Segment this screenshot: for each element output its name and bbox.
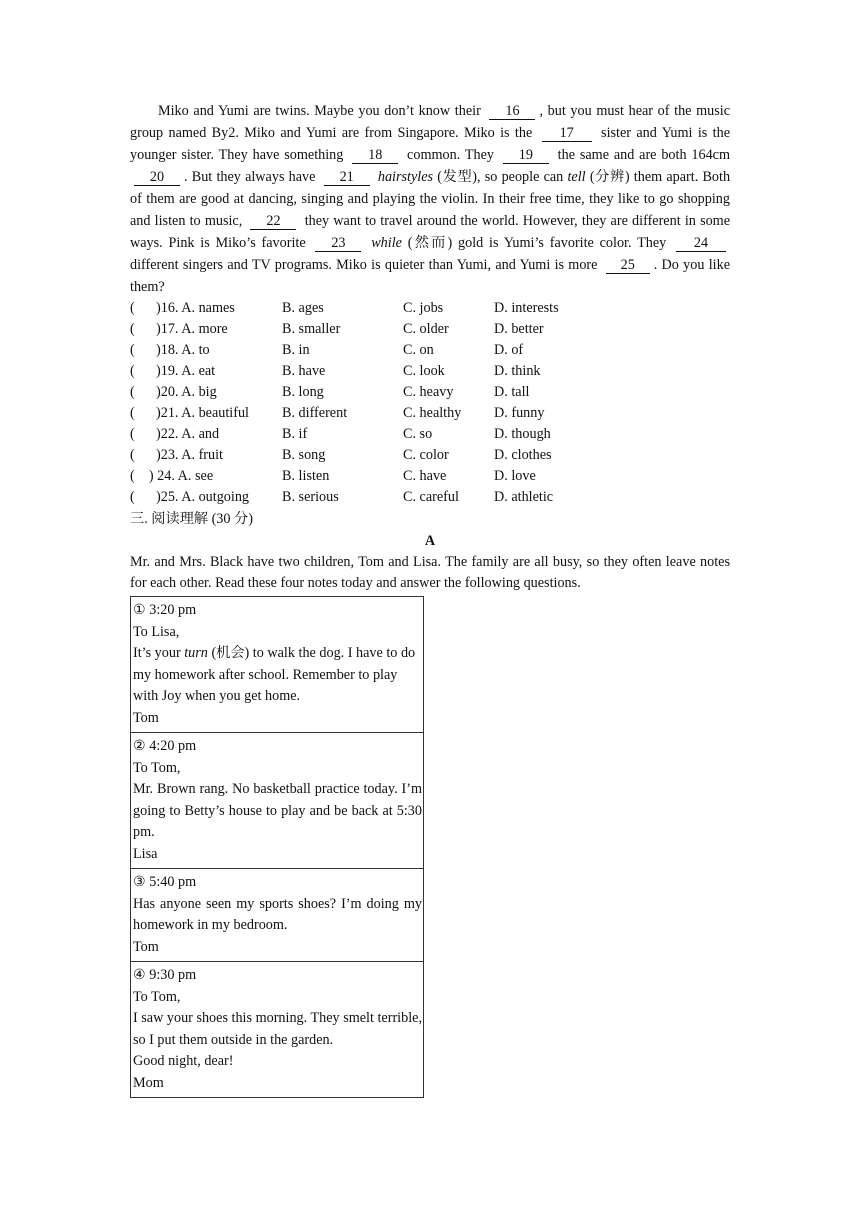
note-1 xyxy=(131,597,424,733)
passage-text: (然而) gold is Yumi’s favorite color. They xyxy=(407,235,667,251)
note-cell xyxy=(131,962,424,1098)
blank-23[interactable]: 23 xyxy=(315,235,361,252)
question-row xyxy=(130,487,730,508)
question-option-a[interactable]: ( )23. A. fruit xyxy=(130,447,223,463)
passage-text: common. They xyxy=(407,147,494,163)
blank-16[interactable]: 16 xyxy=(489,103,535,120)
note-body: Has anyone seen my sports shoes? I’m doing my homework in my bedroom. xyxy=(133,895,422,933)
question-option-b[interactable]: B. ages xyxy=(282,300,324,316)
question-option-a[interactable]: ( )25. A. outgoing xyxy=(130,489,250,505)
note-cell xyxy=(131,597,424,733)
italic-word: tell xyxy=(567,169,586,185)
question-row xyxy=(130,382,730,403)
blank-21[interactable]: 21 xyxy=(324,169,370,186)
passage-text: . But they always have xyxy=(184,169,316,185)
question-option-d[interactable]: D. better xyxy=(494,321,544,337)
question-option-a[interactable]: ( )22. A. and xyxy=(130,426,220,442)
passage-text: (发型), so people can xyxy=(437,169,564,185)
question-option-d[interactable]: D. of xyxy=(494,342,524,358)
note-signature: Lisa xyxy=(133,845,158,862)
question-list xyxy=(130,298,730,508)
note-time: ② 4:20 pm xyxy=(133,738,197,754)
note-4 xyxy=(131,962,424,1098)
italic-word: turn xyxy=(184,645,208,661)
question-option-a[interactable]: ( ) 24. A. see xyxy=(130,468,214,484)
note-closing: Good night, dear! xyxy=(133,1053,234,1069)
question-option-c[interactable]: C. healthy xyxy=(403,405,462,421)
question-option-b[interactable]: B. serious xyxy=(282,489,339,505)
question-option-a[interactable]: ( )18. A. to xyxy=(130,342,210,358)
question-row xyxy=(130,424,730,445)
note-2 xyxy=(131,733,424,869)
question-option-b[interactable]: B. song xyxy=(282,447,326,463)
question-option-c[interactable]: C. heavy xyxy=(403,384,454,400)
question-option-c[interactable]: C. have xyxy=(403,468,447,484)
note-signature: Tom xyxy=(133,709,159,726)
cloze-passage xyxy=(130,100,730,298)
question-row xyxy=(130,466,730,487)
question-option-c[interactable]: C. older xyxy=(403,321,449,337)
question-option-c[interactable]: C. on xyxy=(403,342,434,358)
question-row xyxy=(130,319,730,340)
question-option-d[interactable]: D. funny xyxy=(494,405,545,421)
question-option-b[interactable]: B. if xyxy=(282,426,308,442)
question-row xyxy=(130,403,730,424)
passage-text: they want to travel around the world. However, they are different in some ways. Pink is Miko’s favorite xyxy=(130,213,731,251)
blank-17[interactable]: 17 xyxy=(542,125,592,142)
blank-19[interactable]: 19 xyxy=(503,147,549,164)
note-3 xyxy=(131,869,424,962)
question-row xyxy=(130,298,730,319)
question-option-d[interactable]: D. tall xyxy=(494,384,530,400)
note-body: Mr. Brown rang. No basketball practice today. I’m going to Betty’s house to play and be back at 5:30 pm. xyxy=(133,781,422,840)
part-title: A xyxy=(424,533,436,549)
note-time: ① 3:20 pm xyxy=(133,602,197,618)
document-page xyxy=(130,100,730,1098)
question-option-a[interactable]: ( )20. A. big xyxy=(130,384,217,400)
passage-text: the same and are both 164cm xyxy=(557,147,731,163)
note-time: ③ 5:40 pm xyxy=(133,874,197,890)
question-option-b[interactable]: B. in xyxy=(282,342,310,358)
question-option-c[interactable]: C. color xyxy=(403,447,449,463)
blank-22[interactable]: 22 xyxy=(250,213,296,230)
passage-text: sister and Yumi is the younger sister. They have something xyxy=(130,125,731,163)
note-recipient: To Tom, xyxy=(133,759,181,776)
question-row xyxy=(130,445,730,466)
note-signature: Tom xyxy=(133,938,159,955)
question-option-a[interactable]: ( )17. A. more xyxy=(130,321,228,337)
blank-25[interactable]: 25 xyxy=(606,257,650,274)
question-option-d[interactable]: D. clothes xyxy=(494,447,552,463)
question-option-c[interactable]: C. look xyxy=(403,363,445,379)
passage-text: , but you must hear of the music group named By2. Miko and Yumi are from Singapore. Miko is the xyxy=(130,103,730,141)
question-option-b[interactable]: B. smaller xyxy=(282,321,341,337)
note-body xyxy=(133,643,422,708)
question-option-b[interactable]: B. listen xyxy=(282,468,330,484)
note-signature: Mom xyxy=(133,1074,164,1091)
question-option-a[interactable]: ( )21. A. beautiful xyxy=(130,405,249,421)
passage-text: . Do you like them? xyxy=(130,257,730,295)
note-text: (机会) to walk the dog. I have to do my homework after school. Remember to play with Joy when you get home. xyxy=(133,645,416,704)
section-heading: 三. 阅读理解 (30 分) xyxy=(130,511,253,527)
reading-intro: Mr. and Mrs. Black have two children, Tom and Lisa. The family are all busy, so they often leave notes for each other. Read these four notes today and answer the following questions. xyxy=(130,554,730,591)
question-option-d[interactable]: D. athletic xyxy=(494,489,554,505)
question-option-d[interactable]: D. interests xyxy=(494,300,559,316)
note-text: It’s your xyxy=(133,645,181,661)
question-option-d[interactable]: D. though xyxy=(494,426,551,442)
note-time: ④ 9:30 pm xyxy=(133,967,197,983)
passage-text: different singers and TV programs. Miko is quieter than Yumi, and Yumi is more xyxy=(130,257,598,273)
question-option-c[interactable]: C. jobs xyxy=(403,300,444,316)
notes-table xyxy=(130,596,424,1098)
question-option-b[interactable]: B. have xyxy=(282,363,326,379)
passage-text: Miko and Yumi are twins. Maybe you don’t know their xyxy=(158,103,481,119)
question-option-c[interactable]: C. so xyxy=(403,426,433,442)
question-option-b[interactable]: B. different xyxy=(282,405,348,421)
question-option-d[interactable]: D. love xyxy=(494,468,536,484)
question-option-a[interactable]: ( )19. A. eat xyxy=(130,363,216,379)
note-cell xyxy=(131,869,424,962)
question-option-c[interactable]: C. careful xyxy=(403,489,459,505)
passage-text: (分辨) them apart. Both of them are good at dancing, singing and playing the violin. In their free time, they like to go shopping and listen to music, xyxy=(130,169,731,229)
italic-word: while xyxy=(371,235,402,251)
blank-24[interactable]: 24 xyxy=(676,235,726,252)
italic-word: hairstyles xyxy=(377,169,434,185)
question-option-b[interactable]: B. long xyxy=(282,384,324,400)
question-option-a[interactable]: ( )16. A. names xyxy=(130,300,235,316)
note-cell xyxy=(131,733,424,869)
blank-20[interactable]: 20 xyxy=(134,169,180,186)
question-row xyxy=(130,340,730,361)
note-body: I saw your shoes this morning. They smelt terrible, so I put them outside in the garden. xyxy=(133,1010,422,1048)
note-recipient: To Lisa, xyxy=(133,623,180,640)
note-recipient: To Tom, xyxy=(133,988,181,1005)
question-row xyxy=(130,361,730,382)
blank-18[interactable]: 18 xyxy=(352,147,398,164)
question-option-d[interactable]: D. think xyxy=(494,363,541,379)
